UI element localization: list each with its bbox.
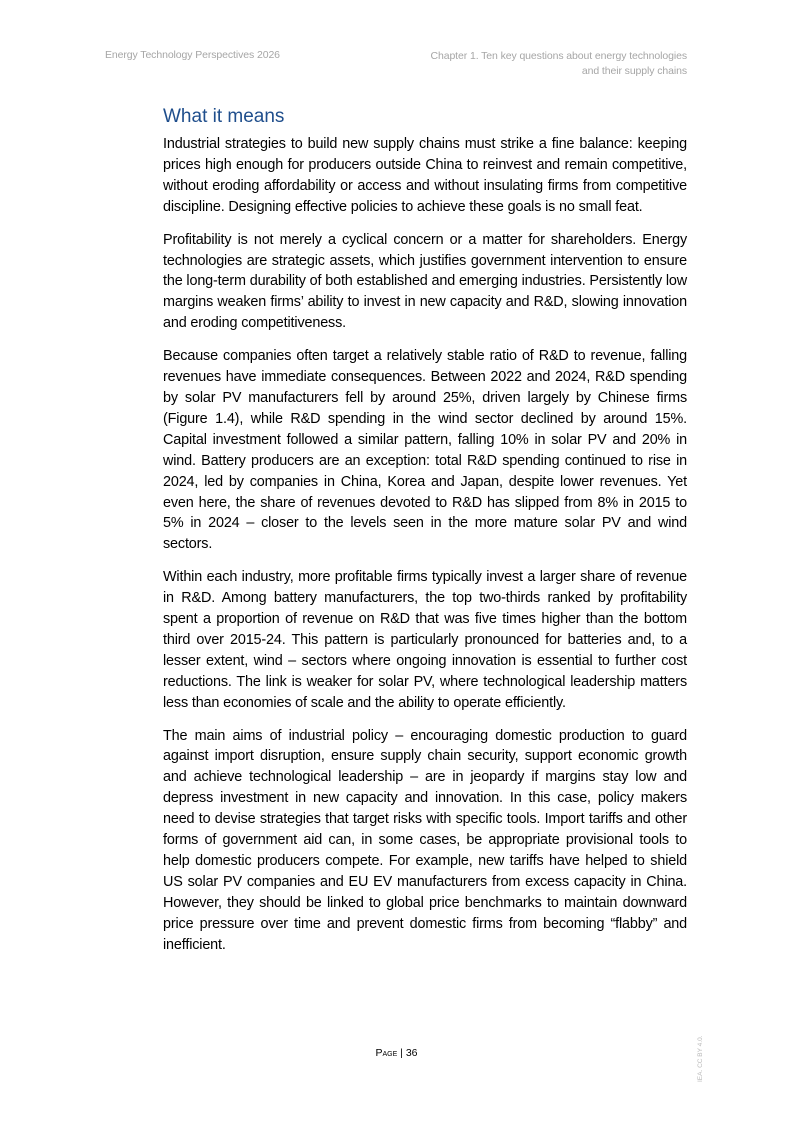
- chapter-title-line-2: and their supply chains: [581, 65, 687, 77]
- page-label: Page: [375, 1047, 398, 1059]
- paragraph-3: Because companies often target a relatively stable ratio of R&D to revenue, falling revenues have immediate consequences. Between 2022 and 2024, R&D spending by solar PV manufacturers fell by around 25%, driven largely by Chinese firms (Figure 1.4), while R&D spending in the wind sector declined by around 15%. Capital investment followed a similar pattern, falling 10% in solar PV and 20% in wind. Battery producers are an exception: total R&D spending continued to rise in 2024, led by companies in China, Korea and Japan, despite lower revenues. Yet even here, the share of revenues devoted to R&D has slipped from 8% in 2015 to 5% in 2024 – closer to the levels seen in the more mature solar PV and wind sectors.: [163, 348, 687, 553]
- section-heading: What it means: [163, 106, 285, 127]
- main-content: [163, 105, 687, 968]
- paragraph-5: The main aims of industrial policy – encouraging domestic production to guard against import disruption, ensure supply chain security, support economic growth and achieve technological leadership – are in jeopardy if margins stay low and depress investment in new capacity and innovation. In this case, policy makers need to devise strategies that target risks with specific tools. Import tariffs and other forms of government aid can, in some cases, be appropriate provisional tools to help domestic producers compete. For example, new tariffs have helped to shield US solar PV companies and EU EV manufacturers from excess capacity in China. However, they should be linked to global price benchmarks to maintain downward price pressure over time and prevent domestic firms from becoming “flabby” and inefficient.: [163, 727, 687, 953]
- paragraph-1: Industrial strategies to build new supply chains must strike a fine balance: keeping prices high enough for producers outside China to reinvest and remain competitive, without eroding affordability or access and without insulating firms from competitive discipline. Designing effective policies to achieve these goals is no small feat.: [163, 136, 687, 215]
- page-number: 36: [405, 1047, 418, 1059]
- page-separator: |: [397, 1047, 406, 1059]
- paragraph-2: Profitability is not merely a cyclical concern or a matter for shareholders. Energy technologies are strategic assets, which justifies government intervention to ensure the long-term durability of both established and emerging industries. Persistently low margins weaken firms’ ability to invest in new capacity and R&D, slowing innovation and eroding competitiveness.: [163, 231, 687, 332]
- running-header-report-title: Energy Technology Perspectives 2026: [105, 49, 280, 61]
- paragraph-4: Within each industry, more profitable firms typically invest a larger share of revenue in R&D. Among battery manufacturers, the top two-thirds ranked by profitability spent a proportion of revenue on R&D that was five times higher than the bottom third over 2015-24. This pattern is particularly pronounced for batteries and, to a lesser extent, wind – sectors where ongoing innovation is essential to further cost reductions. The link is weaker for solar PV, where technological leadership matters less than economies of scale and the ability to operate efficiently.: [163, 569, 687, 711]
- license-notice: IEA. CC BY 4.0.: [697, 1035, 704, 1082]
- page-number-footer: [0, 1047, 793, 1059]
- chapter-title-line-1: Chapter 1. Ten key questions about energy technologies: [430, 50, 687, 62]
- running-header-chapter-title: [367, 49, 687, 79]
